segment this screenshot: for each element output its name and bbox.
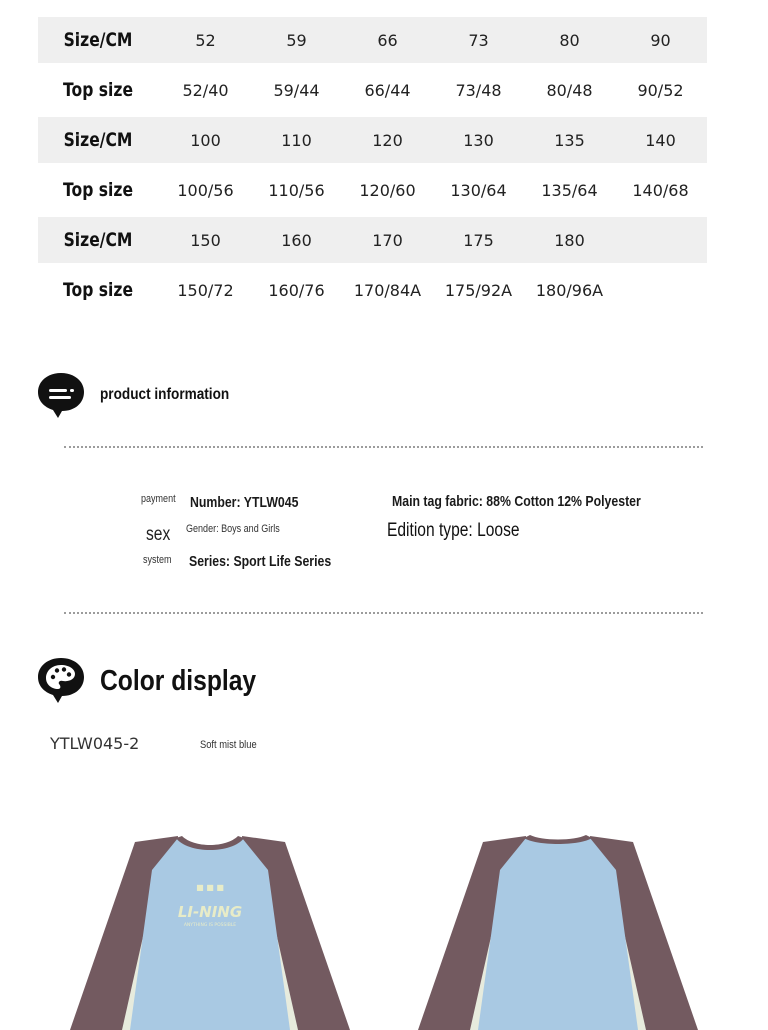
divider-bottom bbox=[64, 612, 703, 614]
size-cell: 135/64 bbox=[541, 180, 598, 200]
size-cell: 140/68 bbox=[632, 180, 689, 200]
product-number: Number: YTLW045 bbox=[190, 494, 299, 511]
size-cell: 80 bbox=[559, 30, 580, 50]
shirt-logo-sub: ANYTHING IS POSSIBLE bbox=[183, 923, 237, 928]
size-cell: 160/76 bbox=[268, 280, 325, 300]
size-cell: 110 bbox=[281, 130, 312, 150]
size-cell: 130/64 bbox=[450, 180, 507, 200]
size-cell: 180 bbox=[554, 230, 585, 250]
svg-text:■ ■ ■: ■ ■ ■ bbox=[196, 883, 224, 892]
size-cell: 140 bbox=[645, 130, 676, 150]
size-row-label: Top size bbox=[62, 279, 134, 301]
size-table-row bbox=[38, 117, 707, 163]
shirt-front-image bbox=[60, 830, 360, 1030]
size-cell: 59/44 bbox=[273, 80, 320, 100]
size-cell: 73 bbox=[468, 30, 489, 50]
size-cell: 52/40 bbox=[182, 80, 229, 100]
size-cell: 120/60 bbox=[359, 180, 416, 200]
size-cell: 170 bbox=[372, 230, 403, 250]
size-table-row bbox=[38, 67, 707, 113]
product-information-title: product information bbox=[100, 386, 230, 403]
product-code: YTLW045-2 bbox=[50, 734, 140, 753]
size-cell: 120 bbox=[372, 130, 403, 150]
color-name: Soft mist blue bbox=[200, 739, 257, 751]
size-cell: 130 bbox=[463, 130, 494, 150]
size-row-label: Size/CM bbox=[63, 29, 133, 51]
main-tag-fabric: Main tag fabric: 88% Cotton 12% Polyester bbox=[392, 493, 641, 510]
shirt-logo-text: LI-NING bbox=[177, 903, 243, 921]
size-cell: 90 bbox=[650, 30, 671, 50]
size-cell: 150 bbox=[190, 230, 221, 250]
size-cell: 100 bbox=[190, 130, 221, 150]
shirt-back-image bbox=[408, 830, 708, 1030]
size-table-row bbox=[38, 17, 707, 63]
size-table bbox=[38, 17, 707, 317]
chat-bubble-icon bbox=[36, 370, 86, 420]
size-cell: 66/44 bbox=[364, 80, 411, 100]
size-table-row bbox=[38, 217, 707, 263]
size-cell: 135 bbox=[554, 130, 585, 150]
size-row-label: Top size bbox=[62, 179, 134, 201]
size-cell: 175 bbox=[463, 230, 494, 250]
size-cell: 59 bbox=[286, 30, 307, 50]
gender-value: Gender: Boys and Girls bbox=[186, 523, 280, 535]
size-cell: 150/72 bbox=[177, 280, 234, 300]
size-table-row bbox=[38, 267, 707, 313]
size-row-label: Top size bbox=[62, 79, 134, 101]
palette-icon bbox=[36, 655, 86, 705]
size-cell: 110/56 bbox=[268, 180, 325, 200]
sex-label: sex bbox=[146, 524, 171, 545]
size-cell: 80/48 bbox=[546, 80, 593, 100]
size-cell: 175/92A bbox=[444, 280, 513, 300]
size-cell: 90/52 bbox=[637, 80, 684, 100]
size-cell: 73/48 bbox=[455, 80, 502, 100]
color-display-title: Color display bbox=[100, 665, 257, 697]
payment-label: payment bbox=[141, 493, 176, 505]
size-cell: 170/84A bbox=[353, 280, 422, 300]
series-value: Series: Sport Life Series bbox=[189, 553, 332, 570]
size-table-row bbox=[38, 167, 707, 213]
size-cell: 66 bbox=[377, 30, 398, 50]
edition-type: Edition type: Loose bbox=[387, 520, 520, 541]
size-cell: 100/56 bbox=[177, 180, 234, 200]
size-cell: 52 bbox=[195, 30, 216, 50]
size-cell: 160 bbox=[281, 230, 312, 250]
system-label: system bbox=[143, 554, 172, 566]
size-row-label: Size/CM bbox=[63, 229, 133, 251]
size-row-label: Size/CM bbox=[63, 129, 133, 151]
size-cell: 180/96A bbox=[535, 280, 604, 300]
divider-top bbox=[64, 446, 703, 448]
